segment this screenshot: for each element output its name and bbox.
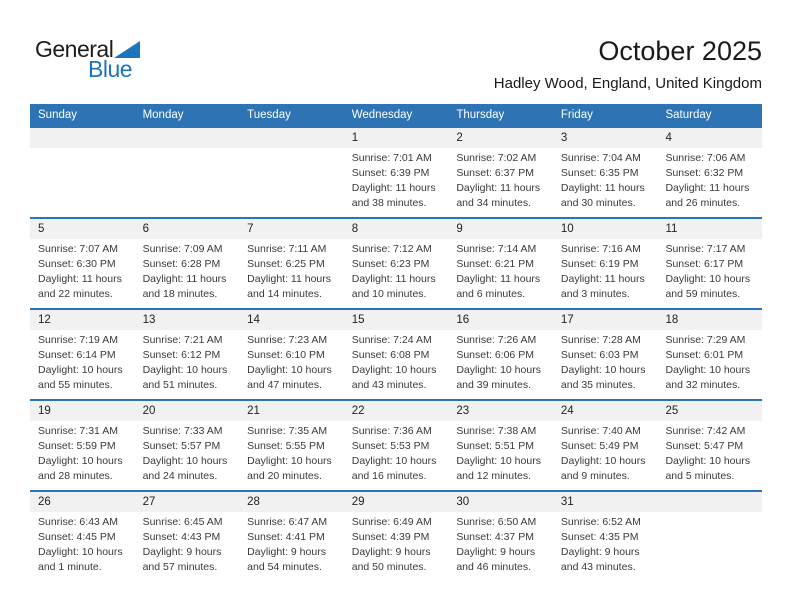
weekday-header-row xyxy=(30,104,762,126)
day-cell-27 xyxy=(135,492,240,581)
daylight-text-line2: and 50 minutes. xyxy=(351,561,427,573)
weekday-friday: Friday xyxy=(560,109,593,121)
sunset-text: Sunset: 6:03 PM xyxy=(560,349,639,361)
day-cell-20 xyxy=(135,401,240,490)
sunset-text: Sunset: 6:30 PM xyxy=(38,258,116,270)
day-number: 10 xyxy=(553,219,658,239)
sunset-text: Sunset: 4:35 PM xyxy=(560,531,639,543)
daylight-text-line2: and 54 minutes. xyxy=(247,561,322,573)
daylight-text-line1: Daylight: 10 hours xyxy=(456,364,541,376)
day-number: 3 xyxy=(553,128,658,148)
day-cell-23 xyxy=(448,401,553,490)
day-cell-7 xyxy=(239,219,344,308)
day-number: 17 xyxy=(553,310,658,330)
day-number: 31 xyxy=(553,492,658,512)
sunrise-text: Sunrise: 7:04 AM xyxy=(560,152,641,164)
sunrise-text: Sunrise: 7:07 AM xyxy=(38,243,118,255)
daylight-text-line1: Daylight: 11 hours xyxy=(351,273,436,285)
sunset-text: Sunset: 4:39 PM xyxy=(351,531,430,543)
daylight-text-line2: and 38 minutes. xyxy=(351,197,427,209)
day-cell-31 xyxy=(553,492,658,581)
day-cell-22 xyxy=(344,401,449,490)
day-cell-empty xyxy=(30,128,135,217)
day-number: 6 xyxy=(135,219,240,239)
sunrise-text: Sunrise: 7:02 AM xyxy=(456,152,537,164)
day-cell-3 xyxy=(553,128,658,217)
sunset-text: Sunset: 6:01 PM xyxy=(665,349,744,361)
sunset-text: Sunset: 6:12 PM xyxy=(142,349,221,361)
sunset-text: Sunset: 5:51 PM xyxy=(456,440,534,452)
day-cell-26 xyxy=(30,492,135,581)
sunset-text: Sunset: 6:21 PM xyxy=(456,258,534,270)
sunset-text: Sunset: 6:06 PM xyxy=(456,349,534,361)
sunset-text: Sunset: 6:23 PM xyxy=(351,258,430,270)
day-number: 30 xyxy=(448,492,553,512)
day-cell-13 xyxy=(135,310,240,399)
day-cell-28 xyxy=(239,492,344,581)
day-cell-17 xyxy=(553,310,658,399)
sunset-text: Sunset: 6:35 PM xyxy=(560,167,639,179)
daylight-text-line2: and 26 minutes. xyxy=(665,197,741,209)
day-cell-24 xyxy=(553,401,658,490)
week-row-4 xyxy=(30,399,762,490)
weekday-wednesday: Wednesday xyxy=(351,109,413,121)
sunrise-text: Sunrise: 7:11 AM xyxy=(247,243,327,255)
day-cell-empty xyxy=(239,128,344,217)
daylight-text-line2: and 32 minutes. xyxy=(665,379,741,391)
day-cell-14 xyxy=(239,310,344,399)
daylight-text-line1: Daylight: 11 hours xyxy=(351,182,436,194)
daylight-text-line1: Daylight: 10 hours xyxy=(351,364,437,376)
day-cell-15 xyxy=(344,310,449,399)
day-number: 20 xyxy=(135,401,240,421)
daylight-text-line2: and 14 minutes. xyxy=(247,288,322,300)
sunrise-text: Sunrise: 7:42 AM xyxy=(665,425,746,437)
day-number: 13 xyxy=(135,310,240,330)
daylight-text-line1: Daylight: 10 hours xyxy=(456,455,541,467)
sunset-text: Sunset: 5:53 PM xyxy=(351,440,430,452)
sunrise-text: Sunrise: 6:50 AM xyxy=(456,516,537,528)
daylight-text-line1: Daylight: 11 hours xyxy=(142,273,227,285)
sunset-text: Sunset: 5:57 PM xyxy=(142,440,221,452)
daylight-text-line2: and 43 minutes. xyxy=(560,561,636,573)
weekday-thursday: Thursday xyxy=(456,109,505,121)
day-cell-18 xyxy=(657,310,762,399)
sunset-text: Sunset: 6:39 PM xyxy=(351,167,430,179)
daylight-text-line2: and 3 minutes. xyxy=(560,288,630,300)
day-cell-2 xyxy=(448,128,553,217)
sunset-text: Sunset: 5:47 PM xyxy=(665,440,744,452)
daylight-text-line1: Daylight: 11 hours xyxy=(560,273,645,285)
daylight-text-line2: and 28 minutes. xyxy=(38,470,113,482)
sunrise-text: Sunrise: 6:49 AM xyxy=(351,516,432,528)
calendar-header xyxy=(494,36,762,92)
sunrise-text: Sunrise: 7:28 AM xyxy=(560,334,641,346)
daylight-text-line2: and 35 minutes. xyxy=(560,379,636,391)
sunrise-text: Sunrise: 7:24 AM xyxy=(351,334,432,346)
sunset-text: Sunset: 6:17 PM xyxy=(665,258,744,270)
sunrise-text: Sunrise: 7:26 AM xyxy=(456,334,537,346)
calendar-table xyxy=(30,104,762,581)
sunrise-text: Sunrise: 7:31 AM xyxy=(38,425,118,437)
week-row-5 xyxy=(30,490,762,581)
day-number: 2 xyxy=(448,128,553,148)
daylight-text-line1: Daylight: 10 hours xyxy=(247,455,332,467)
sunset-text: Sunset: 6:10 PM xyxy=(247,349,325,361)
logo-word-general: General xyxy=(35,36,114,62)
day-number: 29 xyxy=(344,492,449,512)
sunset-text: Sunset: 4:37 PM xyxy=(456,531,534,543)
daylight-text-line1: Daylight: 9 hours xyxy=(560,546,640,558)
sunset-text: Sunset: 6:25 PM xyxy=(247,258,325,270)
daylight-text-line1: Daylight: 11 hours xyxy=(456,182,541,194)
daylight-text-line1: Daylight: 9 hours xyxy=(456,546,536,558)
daylight-text-line1: Daylight: 10 hours xyxy=(665,455,751,467)
date-band xyxy=(135,128,240,148)
day-cell-21 xyxy=(239,401,344,490)
week-row-3 xyxy=(30,308,762,399)
day-number: 27 xyxy=(135,492,240,512)
sunset-text: Sunset: 4:43 PM xyxy=(142,531,221,543)
day-number: 4 xyxy=(657,128,762,148)
sunrise-text: Sunrise: 7:01 AM xyxy=(351,152,432,164)
day-number: 25 xyxy=(657,401,762,421)
daylight-text-line1: Daylight: 9 hours xyxy=(142,546,222,558)
daylight-text-line2: and 51 minutes. xyxy=(142,379,218,391)
sunrise-text: Sunrise: 7:40 AM xyxy=(560,425,641,437)
daylight-text-line1: Daylight: 10 hours xyxy=(38,546,123,558)
general-blue-logo xyxy=(35,36,155,82)
daylight-text-line1: Daylight: 9 hours xyxy=(351,546,431,558)
sunrise-text: Sunrise: 6:52 AM xyxy=(560,516,641,528)
daylight-text-line2: and 39 minutes. xyxy=(456,379,532,391)
daylight-text-line2: and 6 minutes. xyxy=(456,288,526,300)
day-number: 15 xyxy=(344,310,449,330)
daylight-text-line1: Daylight: 10 hours xyxy=(560,364,646,376)
daylight-text-line1: Daylight: 10 hours xyxy=(142,455,228,467)
sunrise-text: Sunrise: 7:38 AM xyxy=(456,425,537,437)
daylight-text-line2: and 16 minutes. xyxy=(351,470,427,482)
sunrise-text: Sunrise: 7:23 AM xyxy=(247,334,328,346)
day-number: 7 xyxy=(239,219,344,239)
day-cell-12 xyxy=(30,310,135,399)
sunset-text: Sunset: 4:41 PM xyxy=(247,531,325,543)
sunrise-text: Sunrise: 7:21 AM xyxy=(142,334,223,346)
daylight-text-line1: Daylight: 11 hours xyxy=(560,182,645,194)
weekday-sunday: Sunday xyxy=(38,109,78,121)
daylight-text-line1: Daylight: 10 hours xyxy=(665,364,751,376)
date-band xyxy=(239,128,344,148)
week-row-2 xyxy=(30,217,762,308)
day-number: 21 xyxy=(239,401,344,421)
sunset-text: Sunset: 6:32 PM xyxy=(665,167,744,179)
daylight-text-line2: and 18 minutes. xyxy=(142,288,218,300)
sunset-text: Sunset: 5:55 PM xyxy=(247,440,325,452)
sunset-text: Sunset: 6:19 PM xyxy=(560,258,639,270)
daylight-text-line2: and 9 minutes. xyxy=(560,470,630,482)
sunrise-text: Sunrise: 7:33 AM xyxy=(142,425,223,437)
daylight-text-line1: Daylight: 11 hours xyxy=(665,182,750,194)
daylight-text-line1: Daylight: 10 hours xyxy=(38,455,123,467)
day-number: 22 xyxy=(344,401,449,421)
daylight-text-line2: and 5 minutes. xyxy=(665,470,735,482)
daylight-text-line2: and 34 minutes. xyxy=(456,197,532,209)
daylight-text-line2: and 57 minutes. xyxy=(142,561,218,573)
sunrise-text: Sunrise: 7:29 AM xyxy=(665,334,746,346)
day-cell-10 xyxy=(553,219,658,308)
sunset-text: Sunset: 5:49 PM xyxy=(560,440,639,452)
sunrise-text: Sunrise: 6:45 AM xyxy=(142,516,223,528)
sunrise-text: Sunrise: 7:14 AM xyxy=(456,243,537,255)
day-number: 11 xyxy=(657,219,762,239)
sunset-text: Sunset: 6:37 PM xyxy=(456,167,534,179)
daylight-text-line2: and 22 minutes. xyxy=(38,288,113,300)
daylight-text-line2: and 46 minutes. xyxy=(456,561,532,573)
daylight-text-line1: Daylight: 11 hours xyxy=(38,273,122,285)
daylight-text-line2: and 10 minutes. xyxy=(351,288,427,300)
day-number: 1 xyxy=(344,128,449,148)
sunrise-text: Sunrise: 6:47 AM xyxy=(247,516,328,528)
daylight-text-line2: and 43 minutes. xyxy=(351,379,427,391)
daylight-text-line2: and 24 minutes. xyxy=(142,470,218,482)
day-number: 5 xyxy=(30,219,135,239)
daylight-text-line1: Daylight: 11 hours xyxy=(247,273,332,285)
day-number: 16 xyxy=(448,310,553,330)
day-number: 12 xyxy=(30,310,135,330)
week-row-1 xyxy=(30,126,762,217)
daylight-text-line1: Daylight: 10 hours xyxy=(351,455,437,467)
daylight-text-line2: and 55 minutes. xyxy=(38,379,113,391)
weekday-saturday: Saturday xyxy=(665,109,712,121)
sunrise-text: Sunrise: 7:17 AM xyxy=(665,243,746,255)
location-subtitle: Hadley Wood, England, United Kingdom xyxy=(493,75,762,92)
day-number: 28 xyxy=(239,492,344,512)
day-cell-5 xyxy=(30,219,135,308)
day-cell-11 xyxy=(657,219,762,308)
sunrise-text: Sunrise: 7:19 AM xyxy=(38,334,118,346)
day-cell-6 xyxy=(135,219,240,308)
daylight-text-line2: and 30 minutes. xyxy=(560,197,636,209)
day-number: 23 xyxy=(448,401,553,421)
day-number: 9 xyxy=(448,219,553,239)
date-band xyxy=(30,128,135,148)
daylight-text-line1: Daylight: 9 hours xyxy=(247,546,326,558)
daylight-text-line1: Daylight: 10 hours xyxy=(247,364,332,376)
day-number: 24 xyxy=(553,401,658,421)
sunset-text: Sunset: 5:59 PM xyxy=(38,440,116,452)
daylight-text-line1: Daylight: 11 hours xyxy=(456,273,541,285)
daylight-text-line1: Daylight: 10 hours xyxy=(38,364,123,376)
sunset-text: Sunset: 6:14 PM xyxy=(38,349,116,361)
sunrise-text: Sunrise: 7:16 AM xyxy=(560,243,641,255)
day-cell-8 xyxy=(344,219,449,308)
day-number: 8 xyxy=(344,219,449,239)
day-cell-16 xyxy=(448,310,553,399)
day-cell-empty xyxy=(657,492,762,581)
daylight-text-line1: Daylight: 10 hours xyxy=(560,455,646,467)
sunset-text: Sunset: 6:08 PM xyxy=(351,349,430,361)
day-number: 14 xyxy=(239,310,344,330)
day-cell-29 xyxy=(344,492,449,581)
daylight-text-line2: and 1 minute. xyxy=(38,561,102,573)
day-cell-4 xyxy=(657,128,762,217)
day-cell-30 xyxy=(448,492,553,581)
daylight-text-line2: and 59 minutes. xyxy=(665,288,741,300)
day-number: 19 xyxy=(30,401,135,421)
logo-word-blue: Blue xyxy=(88,56,133,82)
day-cell-empty xyxy=(135,128,240,217)
weekday-tuesday: Tuesday xyxy=(247,109,291,121)
daylight-text-line2: and 12 minutes. xyxy=(456,470,532,482)
day-cell-1 xyxy=(344,128,449,217)
sunrise-text: Sunrise: 7:12 AM xyxy=(351,243,432,255)
day-number: 26 xyxy=(30,492,135,512)
sunrise-text: Sunrise: 7:09 AM xyxy=(142,243,223,255)
sunset-text: Sunset: 4:45 PM xyxy=(38,531,116,543)
sunrise-text: Sunrise: 7:36 AM xyxy=(351,425,432,437)
daylight-text-line1: Daylight: 10 hours xyxy=(665,273,751,285)
sunrise-text: Sunrise: 6:43 AM xyxy=(38,516,118,528)
daylight-text-line2: and 20 minutes. xyxy=(247,470,322,482)
sunset-text: Sunset: 6:28 PM xyxy=(142,258,221,270)
weekday-monday: Monday xyxy=(142,109,184,121)
day-number: 18 xyxy=(657,310,762,330)
day-cell-19 xyxy=(30,401,135,490)
sunrise-text: Sunrise: 7:35 AM xyxy=(247,425,328,437)
day-cell-25 xyxy=(657,401,762,490)
daylight-text-line1: Daylight: 10 hours xyxy=(142,364,228,376)
sunrise-text: Sunrise: 7:06 AM xyxy=(665,152,746,164)
date-band xyxy=(657,492,762,512)
page-title: October 2025 xyxy=(598,36,762,66)
day-cell-9 xyxy=(448,219,553,308)
daylight-text-line2: and 47 minutes. xyxy=(247,379,322,391)
